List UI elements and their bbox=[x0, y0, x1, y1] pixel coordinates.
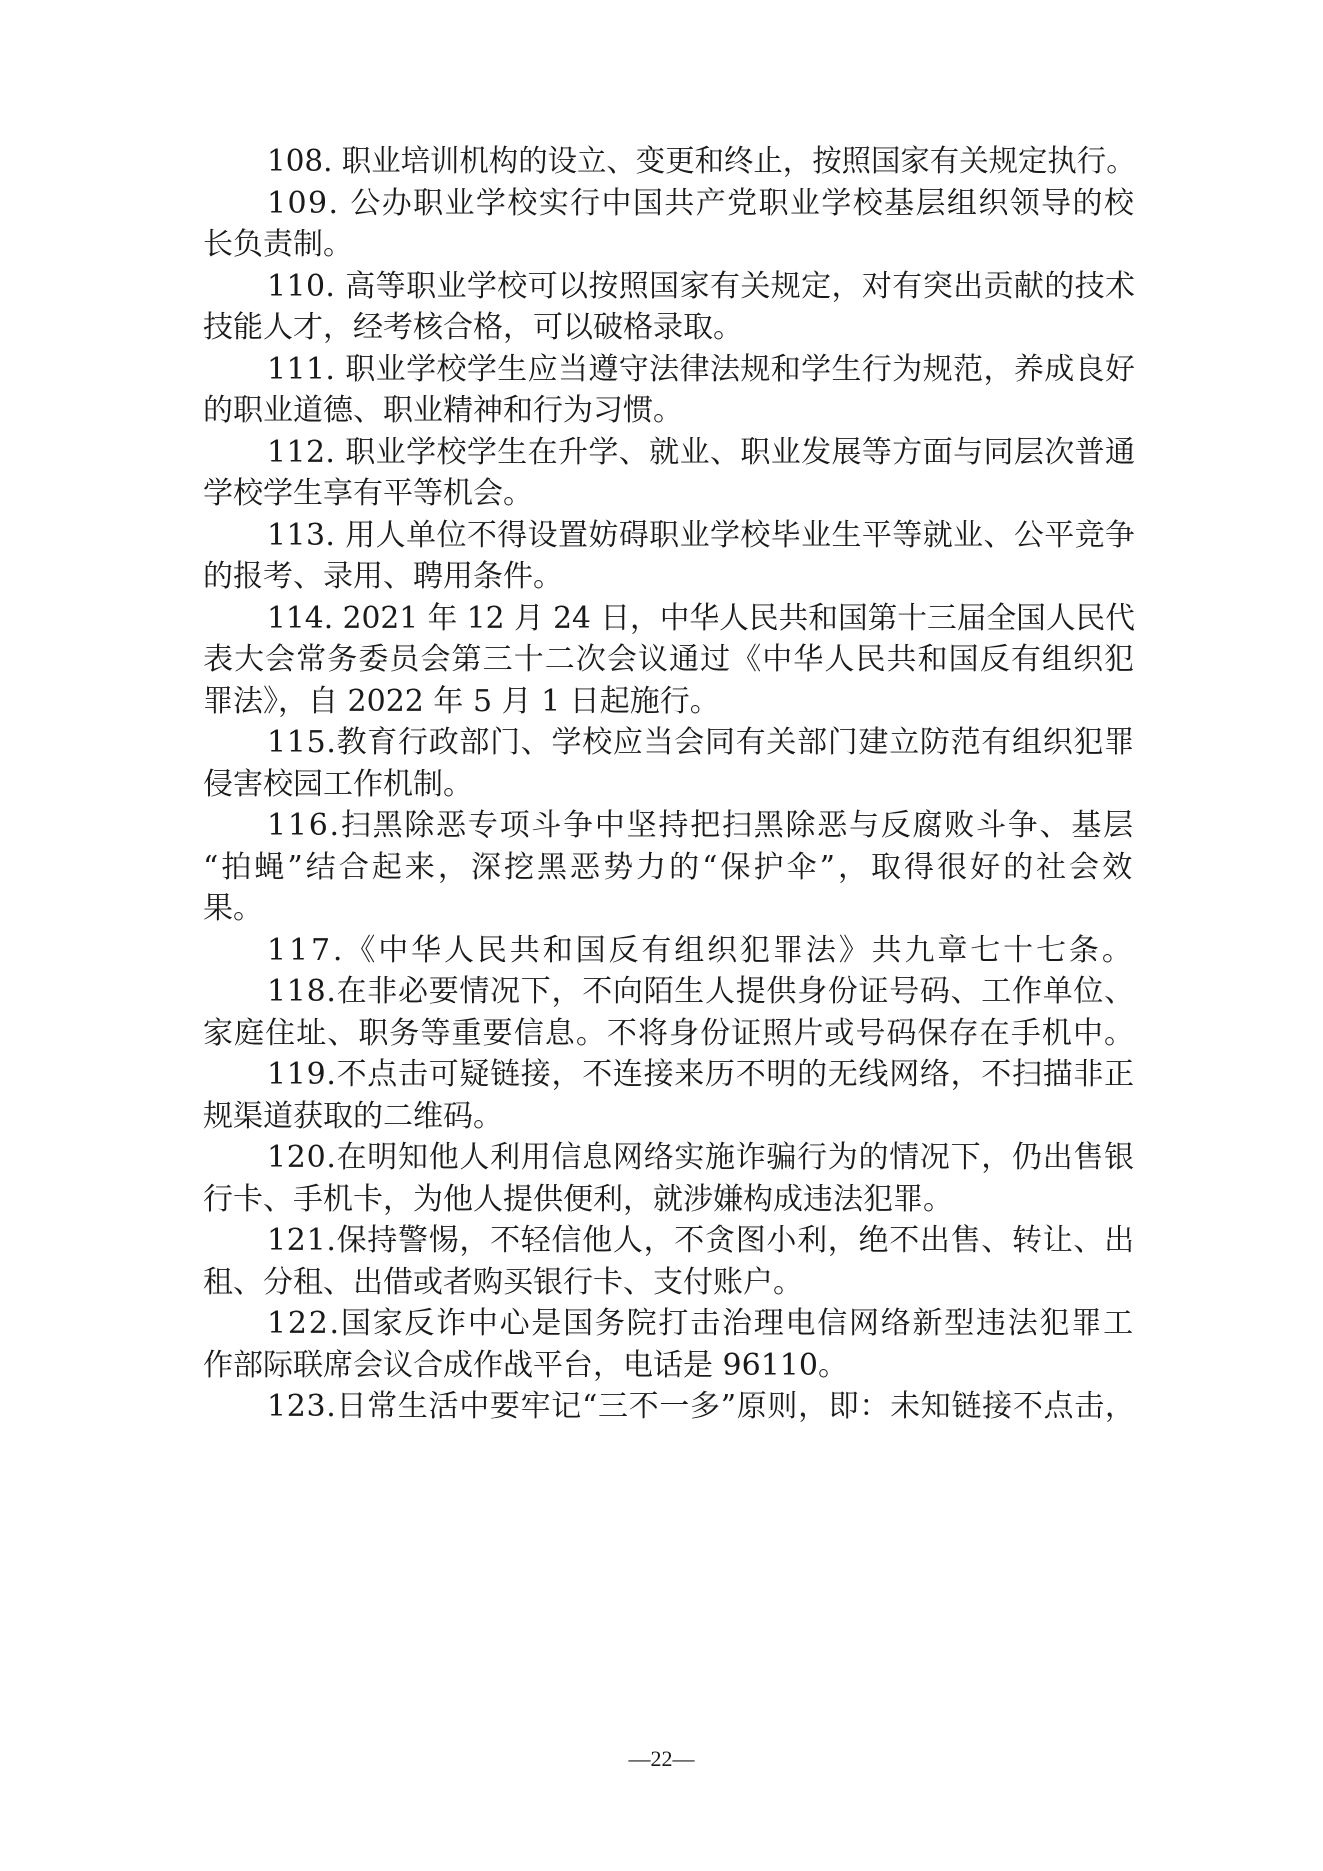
paragraph-line: 技能人才，经考核合格，可以破格录取。 bbox=[203, 310, 743, 345]
paragraph-first-line: 112. 职业学校学生在升学、就业、职业发展等方面与同层次普通 bbox=[267, 434, 1136, 470]
paragraph-line: 的报考、录用、聘用条件。 bbox=[203, 559, 563, 594]
paragraph-first-line: 113. 用人单位不得设置妨碍职业学校毕业生平等就业、公平竞争 bbox=[267, 517, 1136, 553]
paragraph-line: 的职业道德、职业精神和行为习惯。 bbox=[203, 393, 683, 428]
paragraph-first-line: 109. 公办职业学校实行中国共产党职业学校基层组织领导的校 bbox=[267, 185, 1136, 221]
paragraph-first-line: 114. 2021 年 12 月 24 日，中华人民共和国第十三届全国人民代 bbox=[267, 600, 1135, 636]
paragraph-first-line: 111. 职业学校学生应当遵守法律法规和学生行为规范，养成良好 bbox=[267, 351, 1136, 387]
paragraph-first-line: 120.在明知他人利用信息网络实施诈骗行为的情况下，仍出售银 bbox=[267, 1140, 1135, 1175]
paragraph-line: 规渠道获取的二维码。 bbox=[203, 1098, 503, 1134]
paragraph-first-line: 121.保持警惕，不轻信他人，不贪图小利，绝不出售、转让、出 bbox=[267, 1223, 1135, 1258]
paragraph-line: “拍蝇”结合起来，深挖黑恶势力的“保护伞”，取得很好的社会效 bbox=[203, 849, 1136, 885]
paragraph-first-line: 123.日常生活中要牢记“三不一多”原则，即：未知链接不点击， bbox=[267, 1389, 1136, 1424]
paragraph-line: 表大会常务委员会第三十二次会议通过《中华人民共和国反有组织犯 bbox=[203, 642, 1136, 677]
paragraph-first-line: 116.扫黑除恶专项斗争中坚持把扫黑除恶与反腐败斗争、基层 bbox=[267, 808, 1135, 843]
paragraph-first-line: 118.在非必要情况下，不向陌生人提供身份证号码、工作单位、 bbox=[267, 974, 1135, 1009]
paragraph-first-line: 115.教育行政部门、学校应当会同有关部门建立防范有组织犯罪 bbox=[267, 725, 1135, 760]
paragraph-first-line: 119.不点击可疑链接，不连接来历不明的无线网络，不扫描非正 bbox=[267, 1057, 1135, 1092]
paragraph-line: 罪法》，自 2022 年 5 月 1 日起施行。 bbox=[203, 683, 720, 719]
paragraph-line: 侵害校园工作机制。 bbox=[203, 766, 473, 802]
paragraph-line: 长负责制。 bbox=[203, 227, 353, 262]
paragraph-line: 家庭住址、职务等重要信息。不将身份证照片或号码保存在手机中。 bbox=[203, 1015, 1136, 1051]
paragraph-line: 学校学生享有平等机会。 bbox=[203, 476, 533, 511]
paragraph-first-line: 122.国家反诈中心是国务院打击治理电信网络新型违法犯罪工 bbox=[267, 1306, 1135, 1341]
paragraph-line: 行卡、手机卡，为他人提供便利，就涉嫌构成违法犯罪。 bbox=[203, 1181, 953, 1217]
paragraph-line: 租、分租、出借或者购买银行卡、支付账户。 bbox=[203, 1264, 803, 1300]
paragraph-first-line: 117.《中华人民共和国反有组织犯罪法》共九章七十七条。 bbox=[267, 932, 1135, 968]
paragraph-first-line: 110. 高等职业学校可以按照国家有关规定，对有突出贡献的技术 bbox=[267, 268, 1136, 304]
paragraph-line: 作部际联席会议合成作战平台，电话是 96110。 bbox=[203, 1347, 848, 1383]
page-number: —22— bbox=[628, 1746, 695, 1771]
paragraph-first-line: 108. 职业培训机构的设立、变更和终止，按照国家有关规定执行。 bbox=[267, 144, 1136, 179]
paragraph-line: 果。 bbox=[203, 891, 263, 926]
